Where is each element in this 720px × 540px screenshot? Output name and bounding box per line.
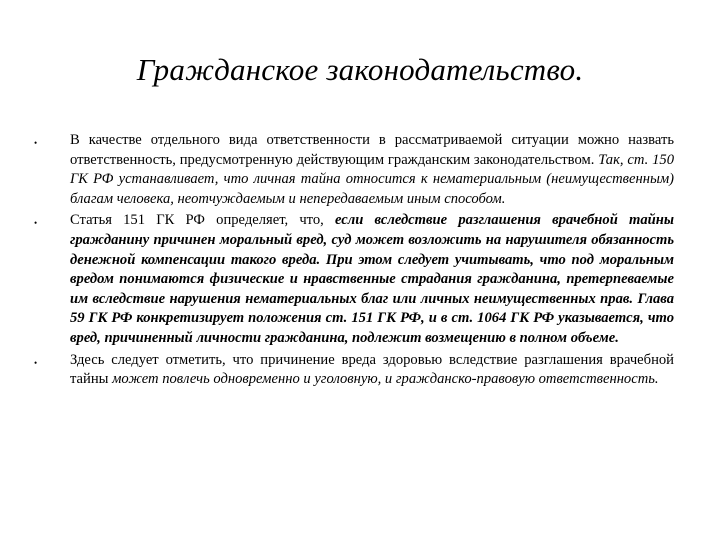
bullet-text-italic: может повлечь одновременно и уголовную, и гражданско-правовую ответственность. [112,371,659,388]
bullet-item [34,131,674,209]
bullet-marker: • [34,138,38,148]
bullet-list [34,131,674,390]
bullet-text-regular: Здесь следует отметить, что причинение вреда здоровью вследствие разглашения врачебной тайны [70,351,674,388]
bullet-text-bold-italic: если вследствие разглашения врачебной тайны гражданину причинен моральный вред, суд может возложить на нарушителя обязанность денежной компенсации такого вреда. При этом следует учитывать, что под моральным вредом понимаются физические и нравственные страдания гражданина, претерпеваемые им вследствие нарушения нематериальных благ или личных неимущественных прав. Глава 59 ГК РФ конкретизирует положения ст. 151 ГК РФ, и в ст. 1064 ГК РФ указывается, что вред, причиненный личности гражданина, подлежит возмещению в полном объеме. [70,212,674,346]
bullet-marker: • [34,218,38,229]
bullet-text [70,131,674,209]
bullet-item [34,211,674,348]
bullet-text-regular: Статья 151 ГК РФ определяет, что, [70,212,335,229]
bullet-text-italic: Так, ст. 150 ГК РФ устанавливает, что личная тайна относится к нематериальным (неимущественным) благам человека, неотчуждаемым и непередаваемым иным способом. [70,151,674,207]
bullet-marker: • [34,357,38,368]
bullet-text [70,351,674,390]
bullet-item [34,351,674,390]
slide-title: Гражданское законодательство. [136,52,584,87]
bullet-text [70,211,674,348]
bullet-text-regular: В качестве отдельного вида ответственности в рассматриваемой ситуации можно назвать ответственность, предусмотренную действующим гражданским законодательством. [70,132,674,168]
